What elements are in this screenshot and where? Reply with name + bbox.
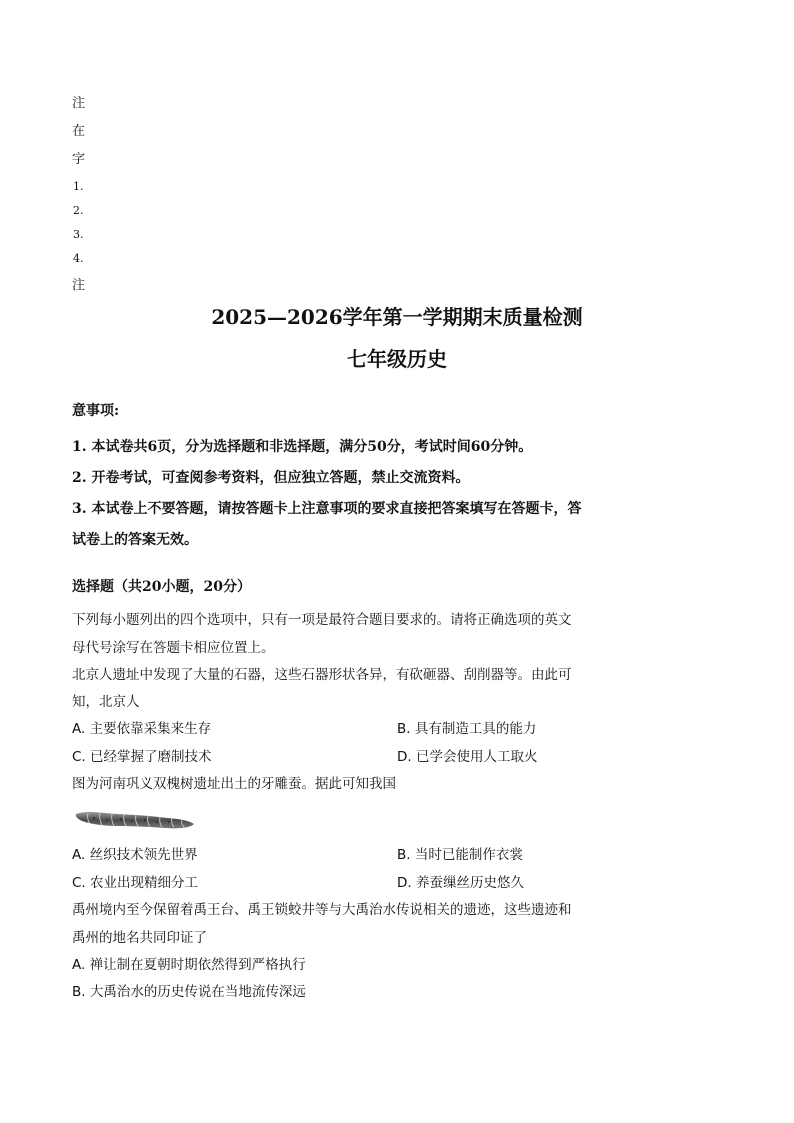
margin-char-4: 1.: [73, 180, 84, 193]
q3-option-b[interactable]: B. 大禹治水的历史传说在当地流传深远: [72, 984, 306, 1000]
q2-option-c[interactable]: C. 农业出现精细分工: [72, 875, 199, 891]
page-title: 2025—2026学年第一学期期末质量检测: [211, 305, 583, 329]
section-intro-line-1: 下列每小题列出的四个选项中，只有一项是最符合题目要求的。请将正确选项的英文: [72, 612, 572, 628]
notice-item-3: 3. 本试卷上不要答题，请按答题卡上注意事项的要求直接把答案填写在答题卡，答: [72, 501, 582, 517]
q2-option-a[interactable]: A. 丝织技术领先世界: [72, 847, 198, 863]
page-subtitle: 七年级历史: [347, 347, 447, 371]
q3-option-a[interactable]: A. 禅让制在夏朝时期依然得到严格执行: [72, 957, 306, 973]
q2-stem: 图为河南巩义双槐树遗址出土的牙雕蚕。据此可知我国: [72, 776, 396, 792]
section-heading: 选择题（共20小题，20分）: [72, 579, 251, 595]
section-intro-line-2: 母代号涂写在答题卡相应位置上。: [72, 640, 275, 656]
q2-option-b[interactable]: B. 当时已能制作衣裳: [397, 847, 523, 863]
ivory-silkworm-image: [74, 806, 196, 832]
q1-option-b[interactable]: B. 具有制造工具的能力: [397, 721, 537, 737]
margin-char-7: 4.: [73, 252, 84, 265]
notice-item-2: 2. 开卷考试，可查阅参考资料，但应独立答题，禁止交流资料。: [72, 470, 470, 486]
margin-char-1: 注: [72, 96, 86, 111]
margin-char-3: 字: [72, 152, 86, 167]
q1-option-c[interactable]: C. 已经掌握了磨制技术: [72, 749, 212, 765]
q3-stem-line-1: 禹州境内至今保留着禹王台、禹王锁蛟井等与大禹治水传说相关的遗迹，这些遗迹和: [72, 902, 572, 918]
q3-stem-line-2: 禹州的地名共同印证了: [72, 930, 207, 946]
q1-option-a[interactable]: A. 主要依靠采集来生存: [72, 721, 212, 737]
q1-stem-line-1: 北京人遗址中发现了大量的石器，这些石器形状各异，有砍砸器、刮削器等。由此可: [72, 667, 572, 683]
margin-char-8: 注: [72, 278, 86, 293]
notice-heading: 意事项:: [72, 403, 120, 419]
notice-item-1: 1. 本试卷共6页，分为选择题和非选择题，满分50分，考试时间60分钟。: [72, 439, 533, 455]
margin-char-6: 3.: [73, 228, 84, 241]
q1-option-d[interactable]: D. 已学会使用人工取火: [397, 749, 538, 765]
margin-char-5: 2.: [73, 204, 84, 217]
q2-option-d[interactable]: D. 养蚕缫丝历史悠久: [397, 875, 524, 891]
notice-item-3-cont: 试卷上的答案无效。: [72, 532, 198, 548]
margin-char-2: 在: [72, 124, 86, 139]
q1-stem-line-2: 知，北京人: [72, 694, 140, 710]
